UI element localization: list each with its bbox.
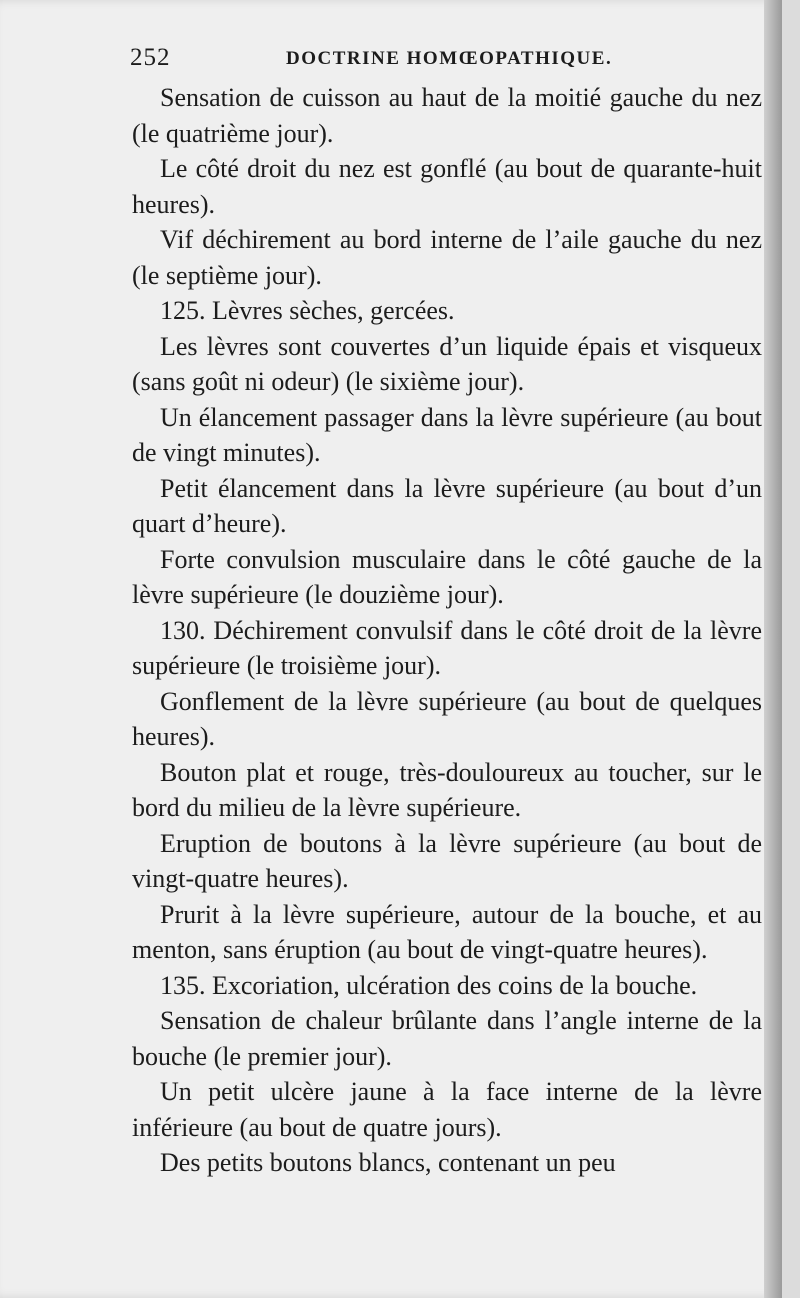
page-header (130, 44, 750, 74)
paragraph: Forte convulsion musculaire dans le côté gauche de la lèvre supérieure (le douzième jour). (132, 544, 762, 609)
paragraph: 130. Déchirement convulsif dans le côté droit de la lèvre supérieure (le troisième jour). (132, 615, 762, 680)
paragraph: Bouton plat et rouge, très-douloureux au toucher, sur le bord du milieu de la lèvre supérieure. (132, 757, 762, 822)
body-text (132, 80, 762, 1181)
paragraph: Vif déchirement au bord interne de l’aile gauche du nez (le septième jour). (132, 225, 762, 290)
page-number: 252 (130, 44, 171, 71)
paragraph: Le côté droit du nez est gonflé (au bout de quarante-huit heures). (132, 154, 762, 219)
page-edge-shadow (764, 0, 782, 1298)
paragraph: Des petits boutons blancs, contenant un peu (160, 1148, 616, 1177)
paragraph: Petit élancement dans la lèvre supérieure (au bout d’un quart d’heure). (132, 473, 762, 538)
paragraph: 135. Excoriation, ulcération des coins de la bouche. (160, 970, 698, 1000)
paragraph: Sensation de cuisson au haut de la moitié gauche du nez (le quatrième jour). (132, 83, 762, 148)
paragraph: Gonflement de la lèvre supérieure (au bout de quelques heures). (132, 686, 762, 751)
paragraph: Un petit ulcère jaune à la face interne de la lèvre inférieure (au bout de quatre jours). (132, 1077, 762, 1142)
running-title: DOCTRINE HOMŒOPATHIQUE. (286, 48, 613, 69)
paragraph: Les lèvres sont couvertes d’un liquide épais et visqueux (sans goût ni odeur) (le sixième jour). (132, 331, 762, 396)
paragraph: Prurit à la lèvre supérieure, autour de la bouche, et au menton, sans éruption (au bout de vingt-quatre heures). (132, 899, 762, 964)
paragraph: Un élancement passager dans la lèvre supérieure (au bout de vingt minutes). (132, 402, 762, 467)
paragraph: Sensation de chaleur brûlante dans l’angle interne de la bouche (le premier jour). (132, 1006, 762, 1071)
paragraph: Eruption de boutons à la lèvre supérieure (au bout de vingt-quatre heures). (132, 828, 762, 893)
paragraph: 125. Lèvres sèches, gercées. (160, 296, 455, 325)
